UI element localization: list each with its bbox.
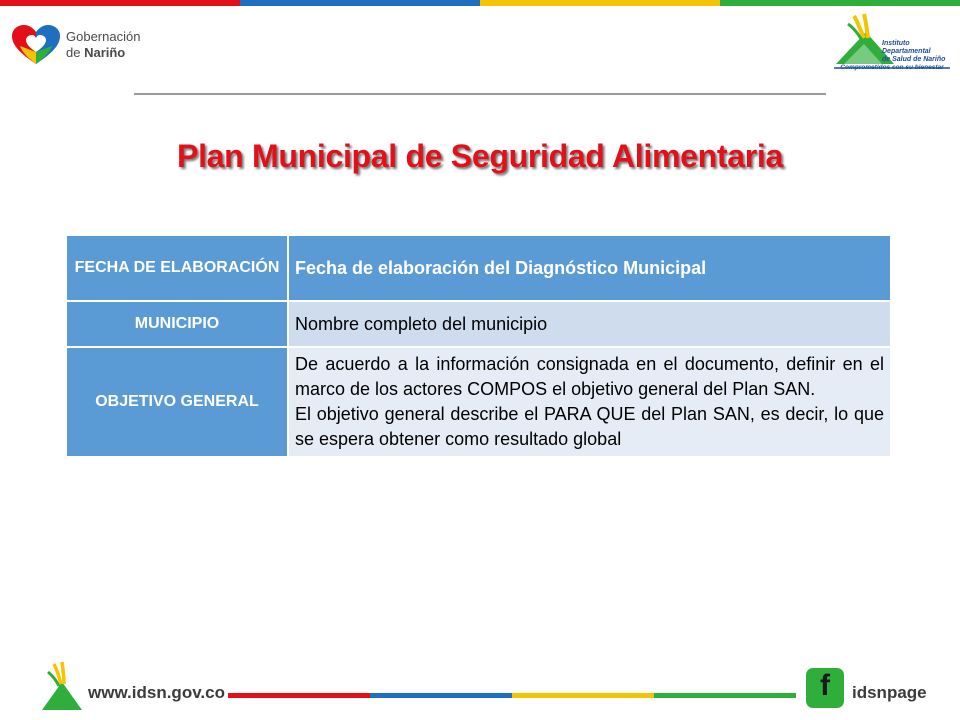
- objetivo-paragraph-2: El objetivo general describe el PARA QUE del Plan SAN, es decir, lo que se espera obtener como resultado global: [295, 404, 884, 449]
- row-value-fecha: Fecha de elaboración del Diagnóstico Municipal: [288, 235, 891, 301]
- table-row: [66, 235, 891, 301]
- gobernacion-line2-prefix: de: [66, 45, 85, 60]
- header-divider: [134, 93, 826, 95]
- idsn-line3: de Salud de Nariño: [882, 56, 946, 63]
- idsn-line1: Instituto: [882, 40, 910, 47]
- row-label-municipio: MUNICIPIO: [66, 301, 288, 347]
- objetivo-paragraph-1: De acuerdo a la información consignada en el documento, definir en el marco de los actores COMPOS el objetivo general del Plan SAN.: [295, 354, 884, 399]
- facebook-icon[interactable]: [806, 668, 844, 708]
- table-row: [66, 347, 891, 457]
- plan-info-table: [65, 234, 892, 458]
- row-value-objetivo: [288, 347, 891, 457]
- idsn-tagline: Comprometidos con su bienestar: [840, 64, 944, 71]
- top-color-stripe: [0, 0, 960, 6]
- gobernacion-line1: Gobernación: [66, 29, 141, 44]
- row-value-municipio: Nombre completo del municipio: [288, 301, 891, 347]
- idsn-line2: Departamental: [882, 48, 931, 55]
- table-row: [66, 301, 891, 347]
- idsn-wordmark: [882, 40, 945, 64]
- gobernacion-wordmark: [66, 29, 140, 61]
- gobernacion-line2-bold: Nariño: [84, 45, 126, 60]
- page-title: Plan Municipal de Seguridad Alimentaria: [177, 138, 783, 174]
- row-label-objetivo: OBJETIVO GENERAL: [66, 347, 288, 457]
- row-label-fecha: FECHA DE ELABORACIÓN: [66, 235, 288, 301]
- website-link[interactable]: www.idsn.gov.co: [88, 683, 225, 702]
- footer-color-bar: [228, 693, 796, 698]
- facebook-letter: f: [820, 669, 830, 702]
- facebook-page-link[interactable]: idsnpage: [852, 683, 927, 702]
- idsn-footer-logo: [40, 660, 84, 712]
